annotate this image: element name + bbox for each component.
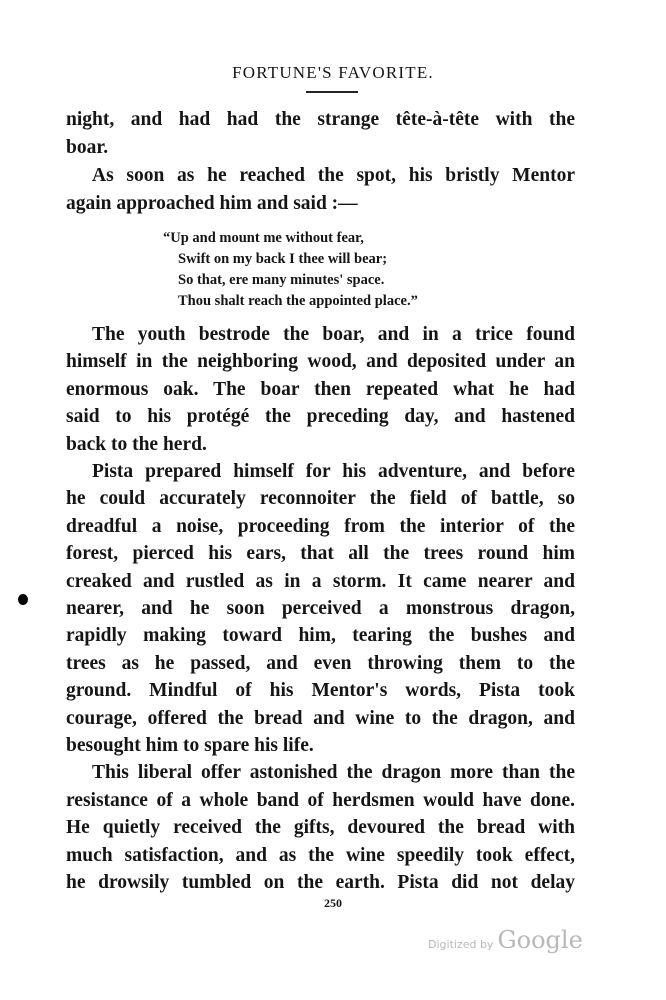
running-header: FORTUNE'S FAVORITE. bbox=[232, 63, 434, 82]
text-line: Pista prepared himself for his adventure, and before bbox=[92, 461, 575, 482]
text-line: he could accurately reconnoiter the field of battle, so bbox=[66, 488, 575, 510]
text-line: As soon as he reached the spot, his bristly Mentor bbox=[92, 165, 575, 186]
text-line: said to his protégé the preceding day, and hastened bbox=[66, 406, 575, 428]
text-line: night, and had had the strange tête-à-tête with the bbox=[66, 109, 575, 130]
digitized-stamp bbox=[428, 926, 583, 954]
text-line: much satisfaction, and as the wine speedily took effect, bbox=[66, 844, 575, 866]
text-line: This liberal offer astonished the dragon more than the bbox=[92, 762, 575, 784]
text-line: resistance of a whole band of herdsmen would have done. bbox=[66, 789, 575, 811]
text-line: forest, pierced his ears, that all the trees round him bbox=[66, 543, 575, 565]
text-line: he drowsily tumbled on the earth. Pista did not delay bbox=[66, 872, 575, 893]
stamp-brand: Google bbox=[497, 926, 583, 954]
text-line: back to the herd. bbox=[66, 433, 207, 455]
text-line: trees as he passed, and even throwing them to the bbox=[66, 652, 575, 674]
text-line: dreadful a noise, proceeding from the interior of the bbox=[66, 515, 575, 537]
verse-line: So that, ere many minutes' space. bbox=[178, 272, 385, 288]
text-line: ground. Mindful of his Mentor's words, Pista took bbox=[66, 680, 575, 702]
text-line: himself in the neighboring wood, and deposited under an bbox=[66, 351, 575, 373]
header-rule bbox=[306, 91, 358, 93]
text-line: The youth bestrode the boar, and in a trice found bbox=[92, 324, 575, 345]
text-line: besought him to spare his life. bbox=[66, 735, 314, 756]
text-line: creaked and rustled as in a storm. It came nearer and bbox=[66, 570, 575, 592]
stamp-prefix: Digitized by bbox=[428, 938, 494, 951]
text-line: again approached him and said :— bbox=[66, 193, 358, 214]
text-line: He quietly received the gifts, devoured the bread with bbox=[66, 817, 575, 839]
text-line: nearer, and he soon perceived a monstrous dragon, bbox=[66, 598, 575, 619]
verse-line: Thou shalt reach the appointed place.” bbox=[178, 293, 418, 309]
page-number: 250 bbox=[324, 896, 342, 910]
text-line: boar. bbox=[66, 137, 109, 158]
text-line: rapidly making toward him, tearing the bushes and bbox=[66, 625, 575, 647]
verse-line: Swift on my back I thee will bear; bbox=[178, 251, 388, 267]
ink-dot bbox=[18, 594, 28, 605]
verse-line: “Up and mount me without fear, bbox=[163, 230, 364, 246]
text-line: enormous oak. The boar then repeated what he had bbox=[66, 378, 575, 400]
text-line: courage, offered the bread and wine to the dragon, and bbox=[66, 707, 575, 729]
